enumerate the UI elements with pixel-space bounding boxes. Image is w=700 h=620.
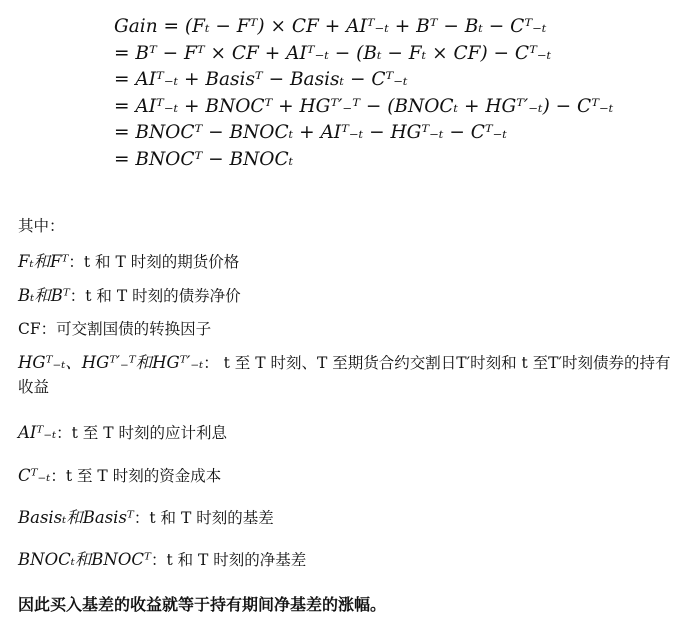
definition-basis — [18, 506, 274, 530]
definition-holding-gain — [18, 351, 686, 399]
derivation-equations — [114, 14, 613, 173]
definition-symbol: Basisₜ和Basisᵀ — [18, 508, 134, 527]
definition-funding-cost — [18, 464, 221, 488]
equation-line-5: = BNOCᵀ − BNOCₜ + AIᵀ₋ₜ − HGᵀ₋ₜ − Cᵀ₋ₜ — [114, 122, 507, 143]
equation-line-1: Gain = (Fₜ − Fᵀ) × CF + AIᵀ₋ₜ + Bᵀ − Bₜ − Cᵀ₋ₜ — [114, 16, 547, 37]
definition-symbol: CF — [18, 320, 41, 338]
definition-text: ：t 和 T 时刻的基差 — [133, 509, 274, 527]
definition-conversion-factor — [18, 317, 211, 341]
definition-text: ：t 和 T 时刻的净基差 — [150, 551, 307, 569]
definitions-intro: 其中： — [18, 217, 65, 235]
definition-symbol: HGᵀ₋ₜ、HGᵀ′₋ᵀ和HGᵀ′₋ₜ — [18, 353, 204, 372]
equation-line-6: = BNOCᵀ − BNOCₜ — [114, 148, 294, 170]
definition-text: ： t 至 T 时刻、T 至期货合约交割日T′时刻和 t 至T′时刻债券的持有收益 — [18, 354, 671, 396]
definition-net-basis — [18, 548, 306, 572]
equation-line-4: = AIᵀ₋ₜ + BNOCᵀ + HGᵀ′₋ᵀ − (BNOCₜ + HGᵀ′₋ₜ) − Cᵀ₋ₜ — [114, 95, 614, 117]
conclusion-text: 因此买入基差的收益就等于持有期间净基差的涨幅。 — [18, 595, 387, 614]
definition-symbol: BNOCₜ和BNOCᵀ — [18, 550, 151, 569]
definition-text: ：t 和 T 时刻的期货价格 — [68, 253, 240, 271]
definition-symbol: AIᵀ₋ₜ — [18, 423, 57, 442]
definition-symbol: Bₜ和Bᵀ — [18, 286, 70, 305]
definition-text: ：可交割国债的转换因子 — [40, 320, 212, 338]
definition-text: ：t 至 T 时刻的资金成本 — [50, 467, 222, 485]
equation-line-3: = AIᵀ₋ₜ + Basisᵀ − Basisₜ − Cᵀ₋ₜ — [114, 69, 408, 90]
definition-accrued-interest — [18, 421, 227, 445]
definition-text: ：t 至 T 时刻的应计利息 — [56, 424, 227, 442]
equation-line-2: = Bᵀ − Fᵀ × CF + AIᵀ₋ₜ − (Bₜ − Fₜ × CF) − Cᵀ₋ₜ — [114, 42, 552, 64]
definition-bond-clean-price — [18, 284, 241, 308]
definition-futures-price — [18, 250, 239, 274]
definition-symbol: Fₜ和Fᵀ — [18, 252, 69, 271]
definition-symbol: Cᵀ₋ₜ — [18, 466, 51, 485]
definition-text: ：t 和 T 时刻的债券净价 — [69, 287, 241, 305]
